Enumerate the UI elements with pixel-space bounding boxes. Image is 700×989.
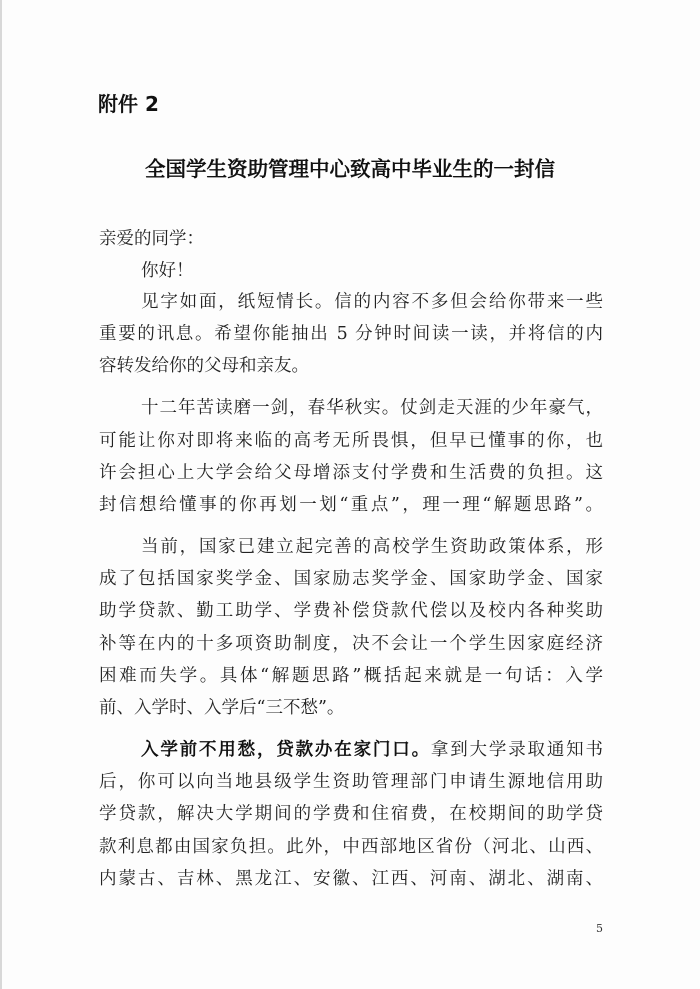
paragraph-4-line-1-text: 拿到大学录取通知书 (430, 740, 603, 760)
paragraph-3-line-6: 前、入学时、入学后“三不愁”。 (99, 698, 345, 718)
paragraph-3-line-4: 补等在内的十多项资助制度，决不会让一个学生因家庭经济 (99, 634, 603, 654)
salutation: 亲爱的同学： (99, 229, 204, 249)
paragraph-2-line-4: 封信想给懂事的你再划一划“重点”，理一理“解题思路”。 (99, 495, 603, 515)
paragraph-2-line-2: 可能让你对即将来临的高考无所畏惧，但早已懂事的你，也 (99, 431, 603, 451)
paragraph-4-line-4: 款利息都由国家负担。此外，中西部地区省份（河北、山西、 (99, 837, 603, 857)
paragraph-2-line-1: 十二年苦读磨一剑，春华秋实。仗剑走天涯的少年豪气， (141, 398, 603, 418)
page-number: 5 (596, 922, 603, 935)
paragraph-1-line-2: 重要的讯息。希望你能抽出 5 分钟时间读一读，并将信的内 (99, 324, 603, 344)
paragraph-4-line-5: 内蒙古、吉林、黑龙江、安徽、江西、河南、湖北、湖南、 (99, 869, 603, 889)
paragraph-3-line-2: 成了包括国家奖学金、国家励志奖学金、国家助学金、国家 (99, 569, 603, 589)
paragraph-2-line-3: 许会担心上大学会给父母增添支付学费和生活费的负担。这 (99, 463, 603, 483)
paragraph-4-line-1 (141, 739, 603, 761)
paragraph-3-line-1: 当前，国家已建立起完善的高校学生资助政策体系，形 (141, 537, 603, 557)
page-edge (0, 0, 2, 989)
paragraph-1-line-1: 见字如面，纸短情长。信的内容不多但会给你带来一些 (141, 292, 603, 312)
paragraph-1-line-3: 容转发给你的父母和亲友。 (99, 356, 309, 376)
paragraph-4-line-2: 后，你可以向当地县级学生资助管理部门申请生源地信用助 (99, 772, 603, 792)
paragraph-4-line-3: 学贷款，解决大学期间的学费和住宿费，在校期间的助学贷 (99, 804, 603, 824)
greeting: 你好！ (141, 261, 194, 281)
paragraph-3-line-3: 助学贷款、勤工助学、学费补偿贷款代偿以及校内各种奖助 (99, 601, 603, 621)
paragraph-4-bold-heading: 入学前不用愁，贷款办在家门口。 (141, 740, 431, 760)
letter-title: 全国学生资助管理中心致高中毕业生的一封信 (145, 157, 555, 181)
attachment-label: 附件 2 (98, 92, 159, 116)
paragraph-3-line-5: 困难而失学。具体“解题思路”概括起来就是一句话：入学 (99, 666, 603, 686)
